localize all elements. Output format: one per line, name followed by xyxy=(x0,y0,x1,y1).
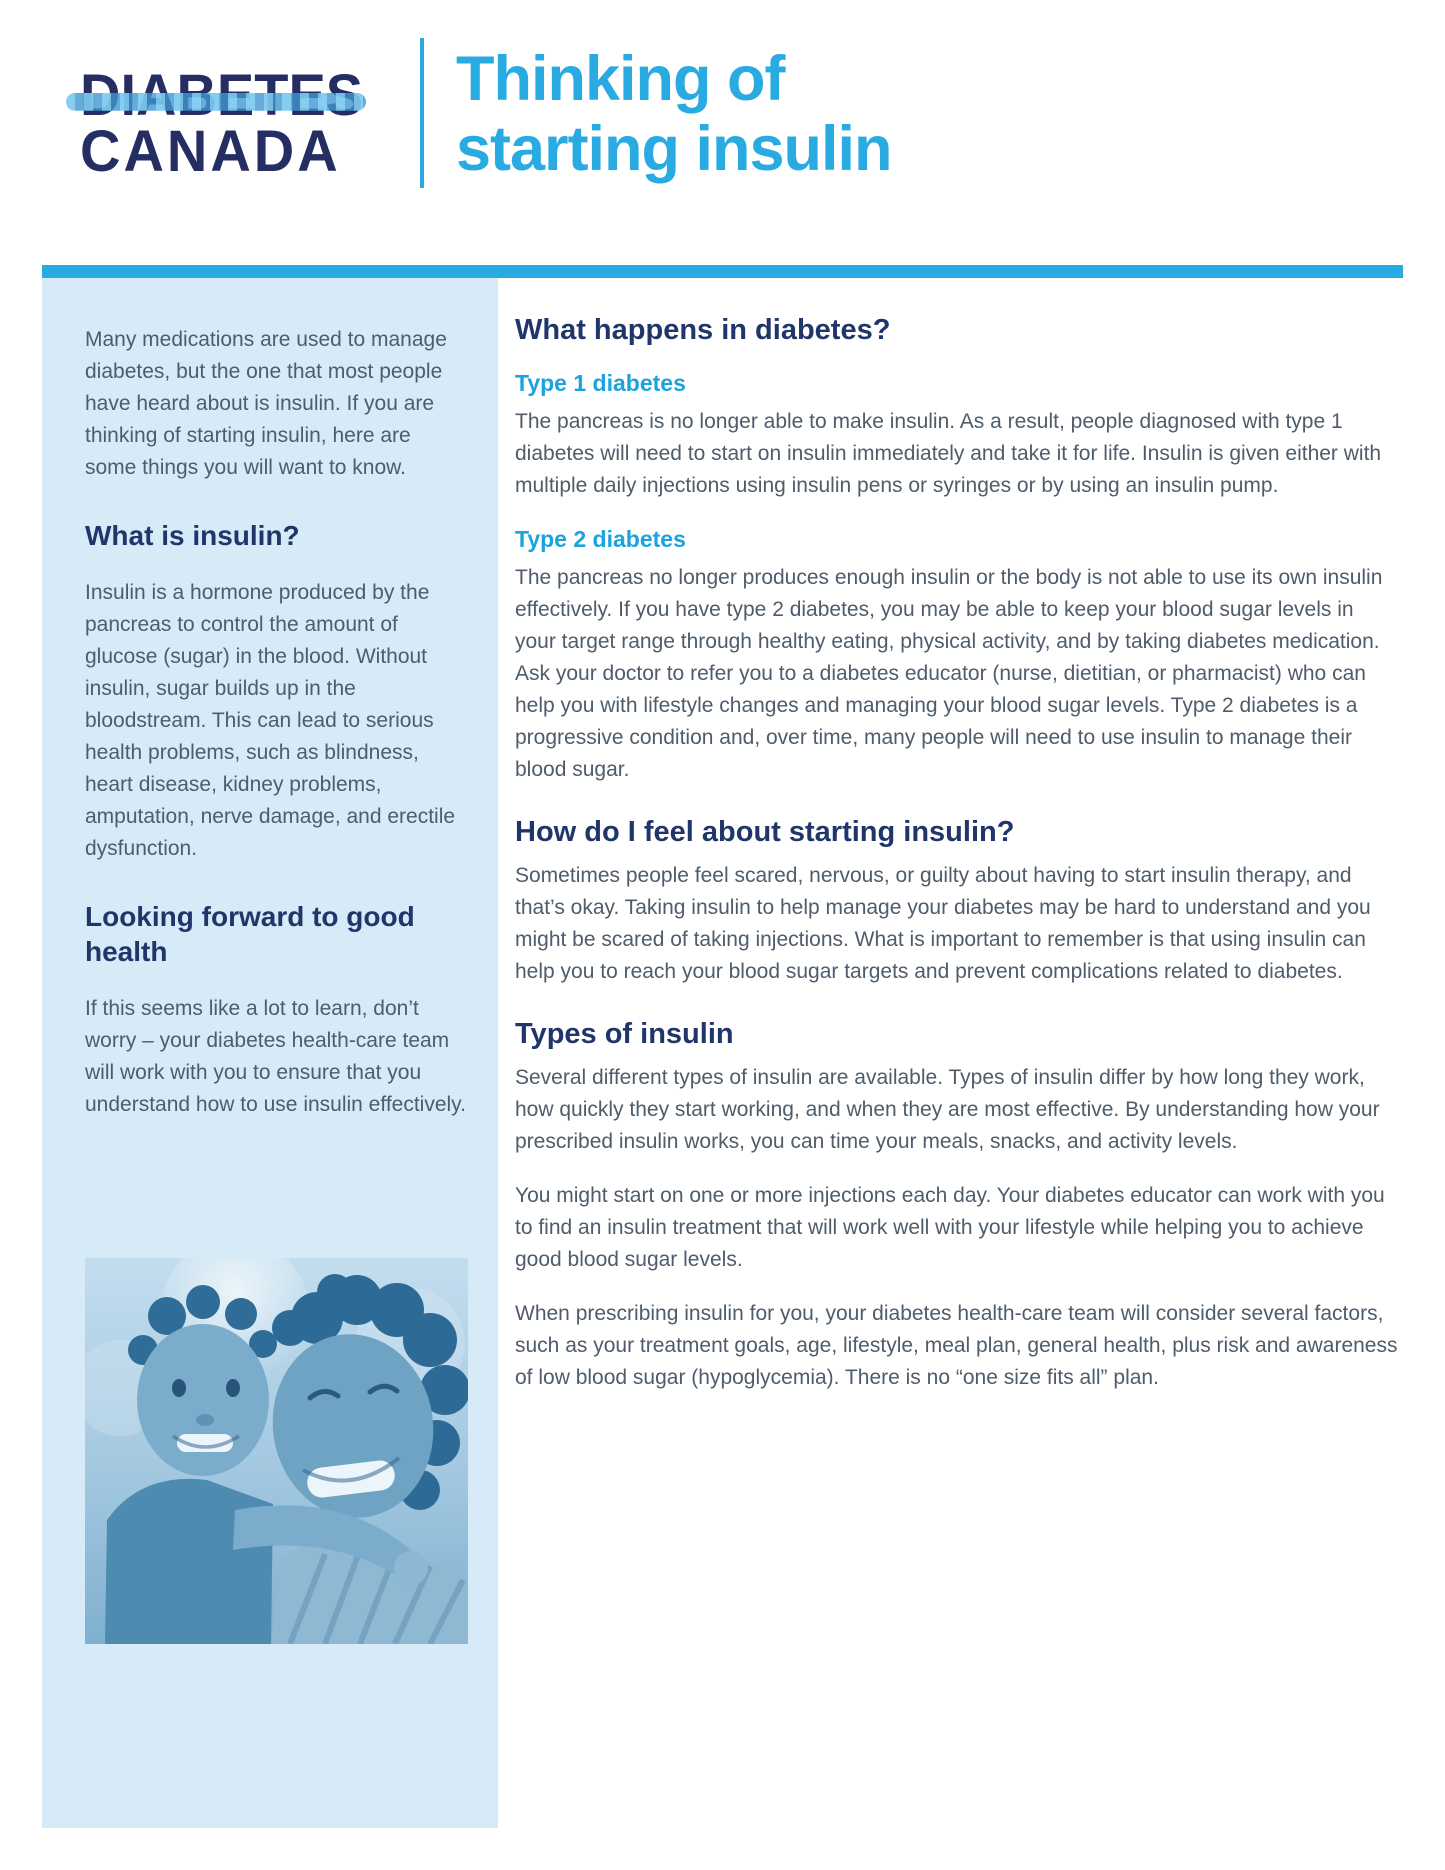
header-vertical-separator xyxy=(420,38,424,188)
sidebar-paragraph-looking-forward: If this seems like a lot to learn, don’t worry – your diabetes health-care team will work with you to ensure that you understand how to use insulin effectively. xyxy=(85,997,466,1116)
subheading-type-1-diabetes: Type 1 diabetes xyxy=(515,370,686,396)
paragraph-how-do-i-feel: Sometimes people feel scared, nervous, or guilty about having to start insulin therapy, and that’s okay. Taking insulin to help manage your diabetes may be hard to understand and you might be scared of taking injections. What is important to remember is that using insulin can help you to reach your blood sugar targets and prevent complications related to diabetes. xyxy=(515,864,1371,983)
diabetes-canada-logo xyxy=(80,66,370,184)
sidebar-heading-looking-forward: Looking forward to good health xyxy=(85,901,415,967)
mother-child-photo xyxy=(85,1258,468,1644)
header-divider-bar xyxy=(42,265,1403,278)
logo-word-diabetes xyxy=(80,66,370,124)
page-title-line-2: starting insulin xyxy=(456,114,892,184)
paragraph-type-1-diabetes: The pancreas is no longer able to make insulin. As a result, people diagnosed with type 1 diabetes will need to start on insulin immediately and take it for life. Insulin is given either with multiple daily injections using insulin pens or syringes or by using an insulin pump. xyxy=(515,410,1382,497)
heading-types-of-insulin: Types of insulin xyxy=(515,1018,734,1050)
logo-line-2: CANADA xyxy=(80,117,341,184)
sidebar xyxy=(42,278,498,1828)
main-column xyxy=(515,298,1400,1416)
subheading-type-2-diabetes: Type 2 diabetes xyxy=(515,526,686,552)
logo-checker-stripe xyxy=(66,93,366,111)
paragraph-types-of-insulin-1: Several different types of insulin are available. Types of insulin differ by how long they work, how quickly they start working, and when they are most effective. By understanding how your prescribed insulin works, you can time your meals, snacks, and activity levels. xyxy=(515,1066,1380,1153)
heading-how-do-i-feel: How do I feel about starting insulin? xyxy=(515,816,1015,848)
page-title xyxy=(456,44,892,184)
sidebar-paragraph-what-is-insulin: Insulin is a hormone produced by the pancreas to control the amount of glucose (sugar) in the blood. Without insulin, sugar builds up in the bloodstream. This can lead to serious health problems, such as blindness, heart disease, kidney problems, amputation, nerve damage, and erectile dysfunction. xyxy=(85,581,456,860)
paragraph-type-2-diabetes: The pancreas no longer produces enough insulin or the body is not able to use its own insulin effectively. If you have type 2 diabetes, you may be able to keep your blood sugar levels in your target range through healthy eating, physical activity, and by taking diabetes medication. Ask your doctor to refer you to a diabetes educator (nurse, dietitian, or pharmacist) who can help you with lifestyle changes and managing your blood sugar levels. Type 2 diabetes is a progressive condition and, over time, many people will need to use insulin to manage their blood sugar. xyxy=(515,566,1383,781)
heading-what-happens-in-diabetes: What happens in diabetes? xyxy=(515,314,891,346)
page-title-line-1: Thinking of xyxy=(456,44,785,114)
paragraph-types-of-insulin-3: When prescribing insulin for you, your diabetes health-care team will consider several factors, such as your treatment goals, age, lifestyle, meal plan, general health, plus risk and awareness of low blood sugar (hypoglycemia). There is no “one size fits all” plan. xyxy=(515,1302,1398,1389)
paragraph-types-of-insulin-2: You might start on one or more injections each day. Your diabetes educator can work with you to find an insulin treatment that will work well with your lifestyle while helping you to achieve good blood sugar levels. xyxy=(515,1184,1385,1271)
sidebar-heading-what-is-insulin: What is insulin? xyxy=(85,520,300,551)
sidebar-intro-paragraph: Many medications are used to manage diabetes, but the one that most people have heard about is insulin. If you are thinking of starting insulin, here are some things you will want to know. xyxy=(85,328,447,479)
